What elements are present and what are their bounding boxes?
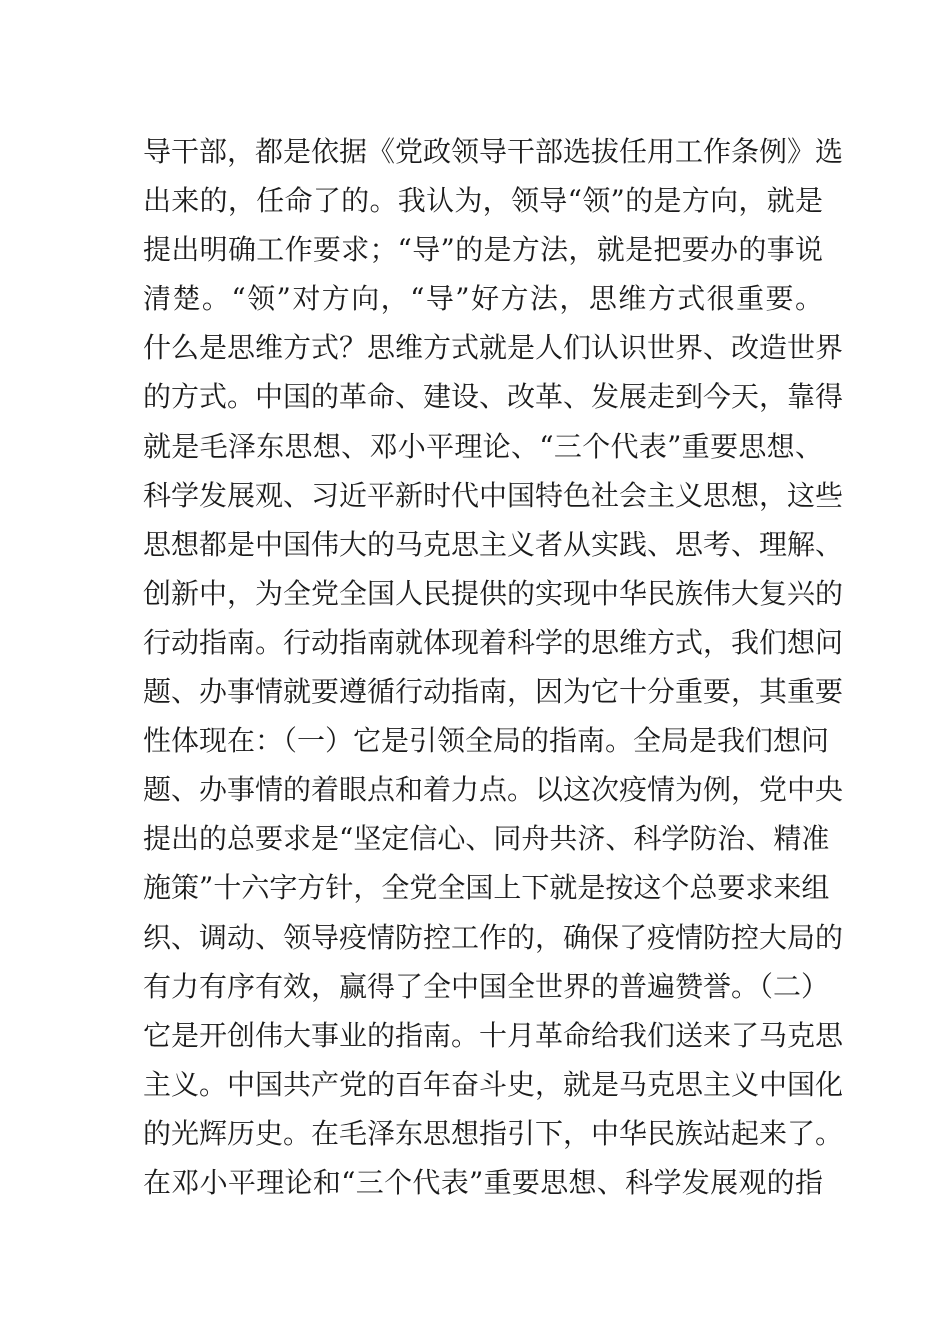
text-line: 行动指南。行动指南就体现着科学的思维方式，我们想问 (143, 625, 844, 659)
text-line: 提出明确工作要求；“导”的是方法，就是把要办的事说 (143, 233, 823, 267)
text-line: 就是毛泽东思想、邓小平理论、“三个代表”重要思想、 (143, 429, 823, 463)
text-line: 思想都是中国伟大的马克思主义者从实践、思考、理解、 (143, 527, 844, 561)
text-line: 清楚。“领”对方向，“导”好方法，思维方式很重要。 (143, 282, 823, 316)
text-line: 性体现在：（一）它是引领全局的指南。全局是我们想问 (143, 724, 830, 758)
text-line: 出来的，任命了的。我认为，领导“领”的是方向，就是 (143, 184, 823, 218)
text-line: 导干部，都是依据《党政领导干部选拔任用工作条例》选 (143, 135, 844, 168)
text-line: 科学发展观、习近平新时代中国特色社会主义思想，这些 (143, 478, 844, 512)
text-line: 它是开创伟大事业的指南。十月革命给我们送来了马克思 (143, 1018, 844, 1052)
text-line: 创新中，为全党全国人民提供的实现中华民族伟大复兴的 (143, 576, 844, 610)
text-line: 施策”十六字方针，全党全国上下就是按这个总要求来组 (143, 871, 830, 905)
text-line: 织、调动、领导疫情防控工作的，确保了疫情防控大局的 (143, 920, 844, 954)
text-line: 主义。中国共产党的百年奋斗史，就是马克思主义中国化 (143, 1067, 844, 1101)
text-line: 的方式。中国的革命、建设、改革、发展走到今天，靠得 (143, 380, 844, 414)
body-paragraph (143, 127, 844, 1207)
text-line: 题、办事情的着眼点和着力点。以这次疫情为例，党中央 (143, 773, 844, 807)
text-line: 在邓小平理论和“三个代表”重要思想、科学发展观的指 (143, 1165, 823, 1199)
text-line: 有力有序有效，赢得了全中国全世界的普遍赞誉。（二） (143, 969, 830, 1003)
text-line: 什么是思维方式？思维方式就是人们认识世界、改造世界 (143, 331, 844, 365)
text-line: 的光辉历史。在毛泽东思想指引下，中华民族站起来了。 (143, 1116, 844, 1150)
text-line: 提出的总要求是“坚定信心、同舟共济、科学防治、精准 (143, 822, 830, 856)
text-line: 题、办事情就要遵循行动指南，因为它十分重要，其重要 (143, 675, 844, 709)
